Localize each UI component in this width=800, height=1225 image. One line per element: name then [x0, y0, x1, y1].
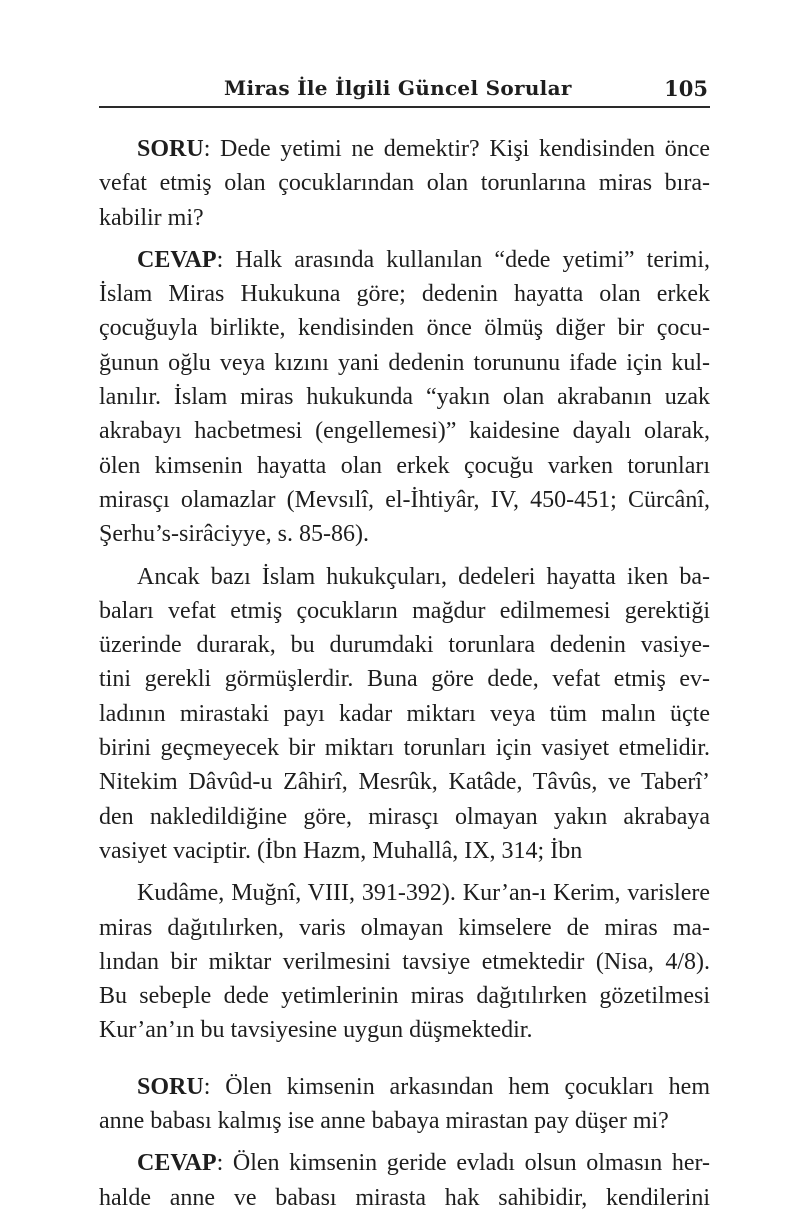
paragraph-3: [99, 876, 710, 1047]
text-line: akrabayı hacbetmesi (engellemesi)” kaidesine dayalı olarak,: [99, 418, 710, 445]
page-header: [99, 74, 710, 108]
text-line: lından bir miktar verilmesini tavsiye etmektedir (Nisa, 4/8).: [99, 948, 710, 975]
text-line: ladının mirastaki payı kadar miktarı veya tüm malın üçte: [99, 700, 710, 727]
text-line: ölen kimsenin hayatta olan erkek çocuğu varken torunları: [99, 452, 710, 479]
answer-label: CEVAP: [137, 246, 217, 273]
text-line: üzerinde durarak, bu durumdaki torunlara dedenin vasiye-: [99, 632, 710, 659]
text-line: mirasçı olamazlar (Mevsılî, el-İhtiyâr, IV, 450-451; Cürcânî,: [99, 486, 710, 513]
text-line: Bu sebeple dede yetimlerinin miras dağıtılırken gözetilmesi: [99, 983, 710, 1010]
page-body: [99, 132, 710, 1215]
text-line: den nakledildiğine göre, mirasçı olmayan yakın akrabaya: [99, 803, 710, 830]
text-line: SORU: Dede yetimi ne demektir? Kişi kendisinden önce: [137, 136, 710, 162]
running-title: Miras İle İlgili Güncel Sorular: [224, 76, 572, 100]
text-line: kabilir mi?: [99, 204, 204, 231]
text-line: baları vefat etmiş çocukların mağdur edilmemesi gerektiği: [99, 597, 710, 624]
text-line: Kudâme, Muğnî, VIII, 391-392). Kur’an-ı Kerim, varislere: [137, 880, 710, 907]
answer-label: CEVAP: [137, 1150, 217, 1177]
text-line: SORU: Ölen kimsenin arkasından hem çocukları hem: [137, 1073, 710, 1100]
text-line: halde anne ve babası mirasta hak sahibidir, kendilerini: [99, 1184, 710, 1211]
text-line: CEVAP: Halk arasında kullanılan “dede yetimi” terimi,: [137, 246, 710, 273]
question-1: [99, 132, 710, 235]
text-line: ğunun oğlu veya kızını yani dedenin torununu ifade için kul-: [99, 349, 710, 376]
paragraph-2: [99, 560, 710, 869]
text-line: CEVAP: Ölen kimsenin geride evladı olsun olmasın her-: [137, 1150, 710, 1177]
text-line: Kur’an’ın bu tavsiyesine uygun düşmektedir.: [99, 1017, 533, 1044]
text-line: vefat etmiş olan çocuklarından olan torunlarına miras bıra-: [99, 170, 710, 197]
question-2: [99, 1070, 710, 1139]
text-line: İslam Miras Hukukuna göre; dedenin hayatta olan erkek: [99, 281, 710, 308]
text-line: birini geçmeyecek bir miktarı torunları için vasiyet etmelidir.: [99, 735, 710, 762]
text-line: lanılır. İslam miras hukukunda “yakın olan akrabanın uzak: [99, 384, 710, 411]
text-line: miras dağıtılırken, varis olmayan kimselere de miras ma-: [99, 914, 710, 941]
question-label: SORU: [137, 136, 204, 162]
text-line: anne babası kalmış ise anne babaya mirastan pay düşer mi?: [99, 1108, 669, 1135]
question-label: SORU: [137, 1073, 204, 1100]
answer-1: [99, 243, 710, 552]
text-line: Nitekim Dâvûd-u Zâhirî, Mesrûk, Katâde, Tâvûs, ve Taberî’: [99, 769, 710, 796]
text-line: tini gerekli görmüşlerdir. Buna göre dede, vefat etmiş ev-: [99, 666, 710, 693]
text-line: Şerhu’s-sirâciyye, s. 85-86).: [99, 521, 369, 548]
text-line: vasiyet vaciptir. (İbn Hazm, Muhallâ, IX, 314; İbn: [99, 837, 583, 864]
text-line: Ancak bazı İslam hukukçuları, dedeleri hayatta iken ba-: [137, 563, 710, 590]
answer-2: [99, 1146, 710, 1215]
text-line: çocuğuyla birlikte, kendisinden önce ölmüş diğer bir çocu-: [99, 315, 710, 342]
page-number: 105: [664, 76, 708, 101]
